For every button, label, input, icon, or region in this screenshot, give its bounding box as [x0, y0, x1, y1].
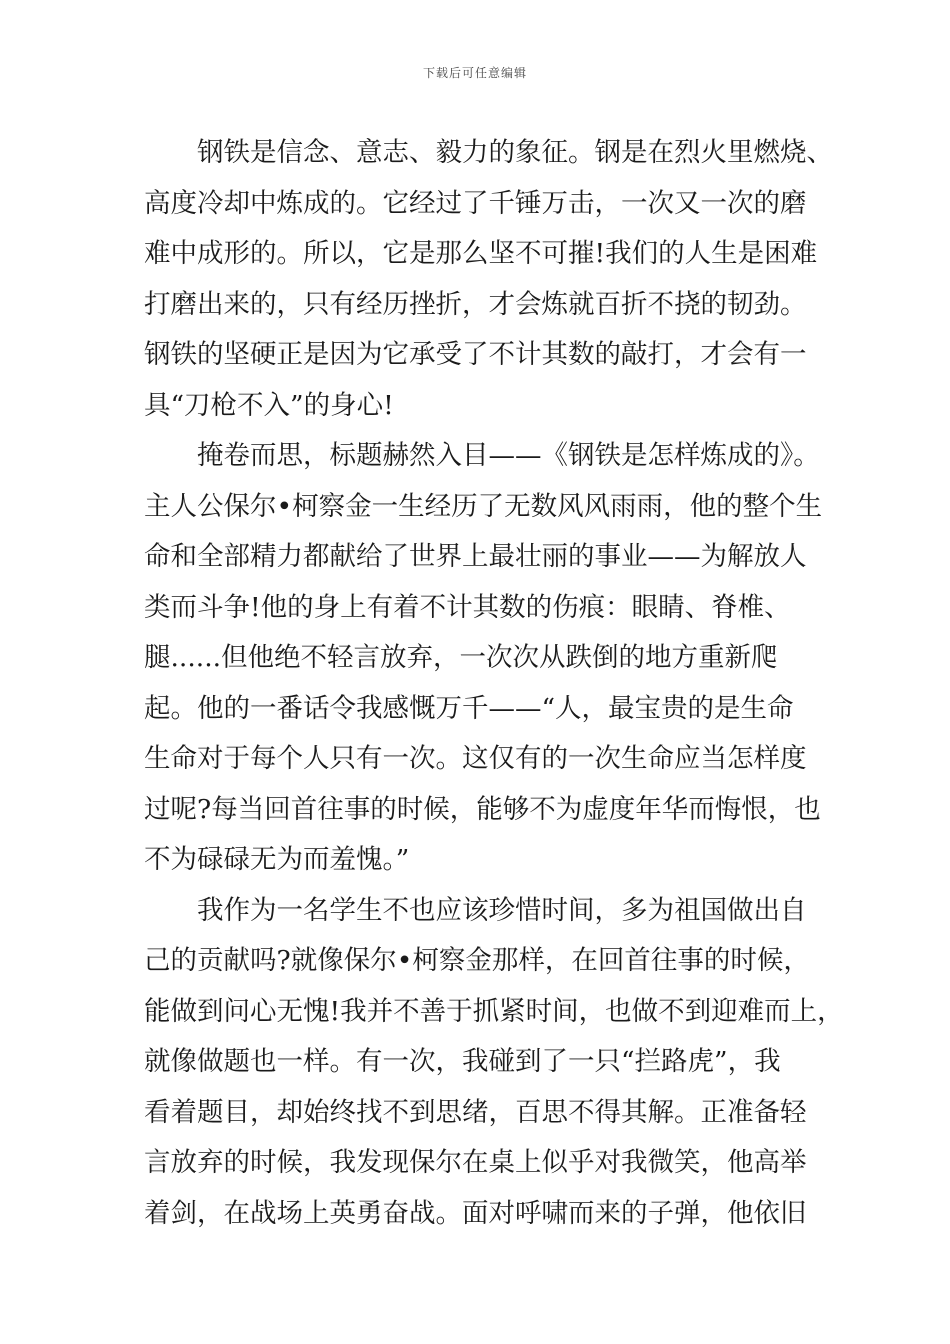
text-line: 难中成形的。所以，它是那么坚不可摧!我们的人生是困难 — [144, 238, 818, 269]
text-line: 钢铁的坚硬正是因为它承受了不计其数的敲打，才会有一 — [144, 339, 807, 370]
paragraph-2 — [144, 431, 844, 886]
text-line: 生命对于每个人只有一次。这仅有的一次生命应当怎样度 — [144, 743, 807, 774]
text-line: 不为碌碌无为而羞愧。” — [144, 844, 410, 875]
text-line: 命和全部精力都献给了世界上最壮丽的事业——为解放人 — [144, 541, 807, 572]
text-line: 钢铁是信念、意志、毅力的象征。钢是在烈火里燃烧、 — [197, 137, 833, 168]
text-line: 掩卷而思，标题赫然入目——《钢铁是怎样炼成的》。 — [197, 440, 820, 471]
text-line: 类而斗争!他的身上有着不计其数的伤痕：眼睛、脊椎、 — [144, 591, 791, 623]
text-line: 具“刀枪不入”的身心! — [144, 389, 394, 421]
body-text — [144, 128, 844, 1239]
text-line: 己的贡献吗?就像保尔•柯察金那样，在回首往事的时候， — [144, 945, 810, 976]
text-line: 打磨出来的，只有经历挫折，才会炼就百折不挠的韧劲。 — [144, 288, 807, 320]
text-line: 过呢?每当回首往事的时候，能够不为虚度年华而悔恨，也 — [144, 793, 821, 825]
text-line: 主人公保尔•柯察金一生经历了无数风风雨雨，他的整个生 — [144, 490, 823, 522]
text-line: 就像做题也一样。有一次，我碰到了一只“拦路虎”，我 — [144, 1046, 781, 1077]
paragraph-1 — [144, 128, 844, 431]
text-line: 着剑，在战场上英勇奋战。面对呼啸而来的子弹，他依旧 — [144, 1197, 807, 1229]
text-line: 高度冷却中炼成的。它经过了千锤万击，一次又一次的磨 — [144, 187, 807, 219]
paragraph-3 — [144, 886, 844, 1240]
text-line: 我作为一名学生不也应该珍惜时间，多为祖国做出自 — [197, 894, 807, 926]
text-line: 言放弃的时候，我发现保尔在桌上似乎对我微笑，他高举 — [144, 1147, 807, 1178]
text-line: 能做到问心无愧!我并不善于抓紧时间，也做不到迎难而上， — [144, 995, 844, 1027]
text-line: 腿......但他绝不轻言放弃，一次次从跌倒的地方重新爬 — [144, 642, 778, 673]
page-header: 下载后可任意编辑 — [422, 66, 527, 80]
text-line: 起。他的一番话令我感慨万千——“人，最宝贵的是生命 — [144, 692, 794, 724]
text-line: 看着题目，却始终找不到思绪，百思不得其解。正准备轻 — [144, 1096, 807, 1128]
